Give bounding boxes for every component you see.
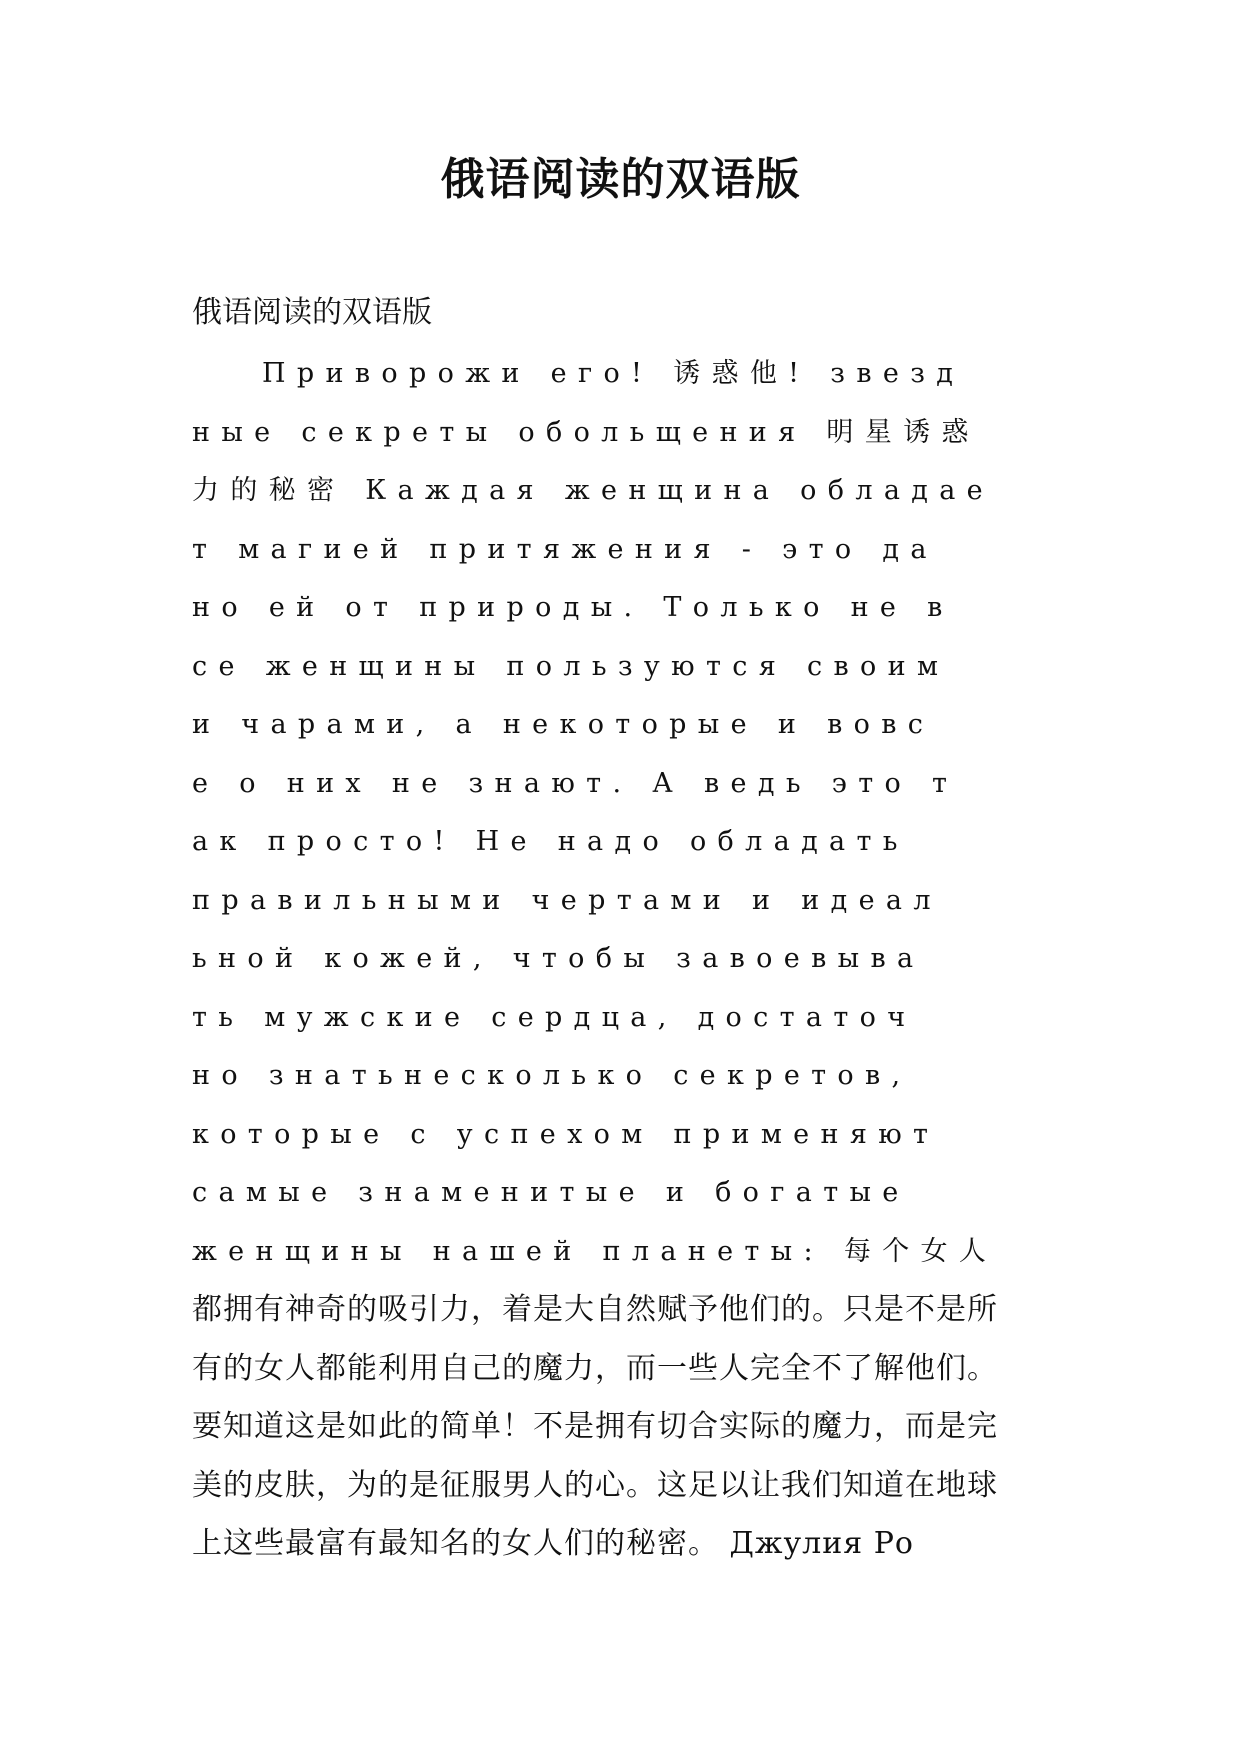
body-line: которые с успехом применяют [192,1118,940,1150]
document-title: 俄语阅读的双语版 [440,154,801,205]
body-line: ные секреты обольщения 明星诱惑 [192,416,980,448]
body-line: ть мужские сердца, достаточ [192,1001,917,1033]
body-line: 有的女人都能利用自己的魔力，而一些人完全不了解他们。 [192,1350,998,1386]
body-line: 要知道这是如此的简单！不是拥有切合实际的魔力，而是完 [192,1409,998,1444]
body-line: 都拥有神奇的吸引力，着是大自然赋予他们的。只是不是所 [192,1292,998,1327]
body-line: правильными чертами и идеал [192,884,942,916]
body-line: ьной кожей, чтобы завоевыва [192,943,925,974]
document-subtitle: 俄语阅读的双语版 [192,295,432,330]
body-line: 美的皮肤，为的是征服男人的心。这足以让我们知道在地球 [192,1467,998,1503]
body-line: е о них не знают. А ведь это т [192,767,959,799]
body-line: но знатьнесколько секретов, [192,1060,912,1091]
body-line: 力的秘密 Каждая женщина обладае [192,475,994,506]
body-text [192,352,1072,1581]
body-line: се женщины пользуются своим [192,650,950,682]
body-line: Приворожи его! 诱惑他! звезд [262,358,965,389]
body-line: и чарами, а некоторые и вовс [192,709,935,740]
body-line: 上这些最富有最知名的女人们的秘密。 Джулия Ро [192,1526,914,1561]
body-line: самые знаменитые и богатые [192,1177,910,1208]
body-line: т магией притяжения - это да [192,533,938,565]
body-line: но ей от природы. Только не в [192,592,954,623]
body-line: ак просто! Не надо обладать [192,826,909,857]
body-line: женщины нашей планеты: 每个女人 [192,1235,998,1267]
